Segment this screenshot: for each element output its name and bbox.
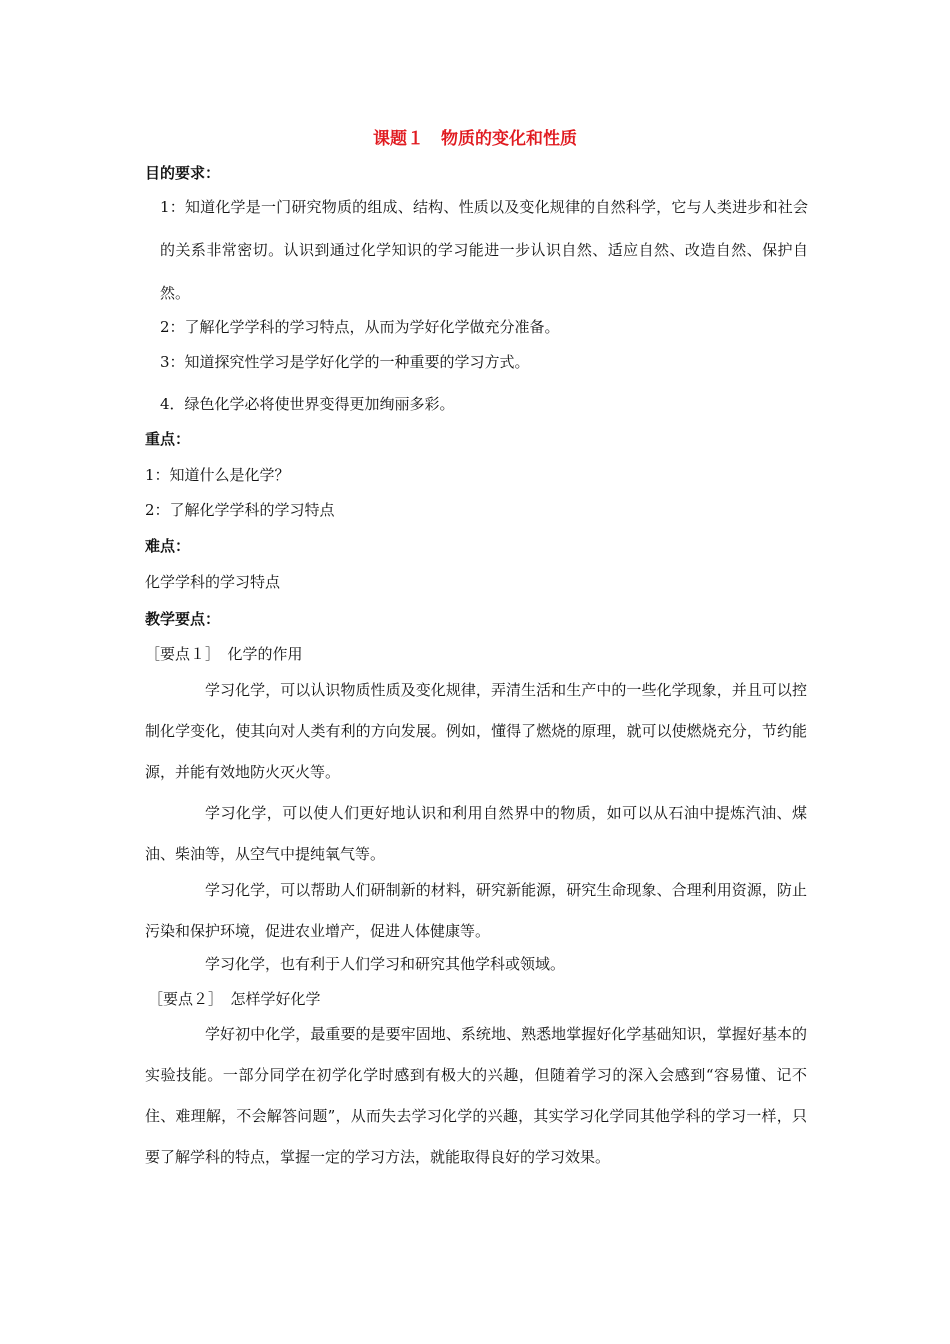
goal-item-2: 2：了解化学学科的学习特点，从而为学好化学做充分准备。 <box>160 318 560 336</box>
key-point-1: 1：知道什么是化学？ <box>145 466 290 484</box>
key-points-heading: 重点： <box>145 430 191 448</box>
goal-item-4: 4．绿色化学必将使世界变得更加绚丽多彩。 <box>160 395 455 413</box>
lesson-title: 课题１ 物质的变化和性质 <box>373 129 577 149</box>
point2-paragraph-1: 学好初中化学，最重要的是要牢固地、系统地、熟悉地掌握好化学基础知识，掌握好基本的实验技能。一部分同学在初学化学时感到有极大的兴趣，但随着学习的深入会感到“容易懂、记不住、难理解，不会解答问题”，从而失去学习化学的兴趣，其实学习化学同其他学科的学习一样，只要了解学科的特点，掌握一定的学习方法，就能取得良好的学习效果。 <box>145 1025 807 1166</box>
point1-paragraph-3: 学习化学，可以帮助人们研制新的材料，研究新能源，研究生命现象、合理利用资源，防止污染和保护环境，促进农业增产，促进人体健康等。 <box>145 881 807 940</box>
point1-paragraph-1: 学习化学，可以认识物质性质及变化规律，弄清生活和生产中的一些化学现象，并且可以控制化学变化，使其向对人类有利的方向发展。例如，懂得了燃烧的原理，就可以使燃烧充分，节约能源，并能有效地防火灭火等。 <box>145 681 807 781</box>
point2-title: ［要点２］ 怎样学好化学 <box>148 990 321 1008</box>
goal-item-3: 3：知道探究性学习是学好化学的一种重要的学习方式。 <box>160 353 530 371</box>
point1-paragraph-2: 学习化学，可以使人们更好地认识和利用自然界中的物质，如可以从石油中提炼汽油、煤油、柴油等，从空气中提纯氧气等。 <box>145 804 807 863</box>
goals-heading: 目的要求： <box>145 164 221 182</box>
teaching-heading: 教学要点： <box>145 610 221 628</box>
difficulty-heading: 难点： <box>145 537 191 555</box>
point1-paragraph-4: 学习化学，也有利于人们学习和研究其他学科或领域。 <box>205 955 566 973</box>
key-point-2: 2：了解化学学科的学习特点 <box>145 501 335 519</box>
goal-item-1: 1：知道化学是一门研究物质的组成、结构、性质以及变化规律的自然科学，它与人类进步和社会的关系非常密切。认识到通过化学知识的学习能进一步认识自然、适应自然、改造自然、保护自然。 <box>160 198 808 302</box>
point1-title: ［要点１］ 化学的作用 <box>145 645 303 663</box>
difficulty-text: 化学学科的学习特点 <box>145 573 281 591</box>
